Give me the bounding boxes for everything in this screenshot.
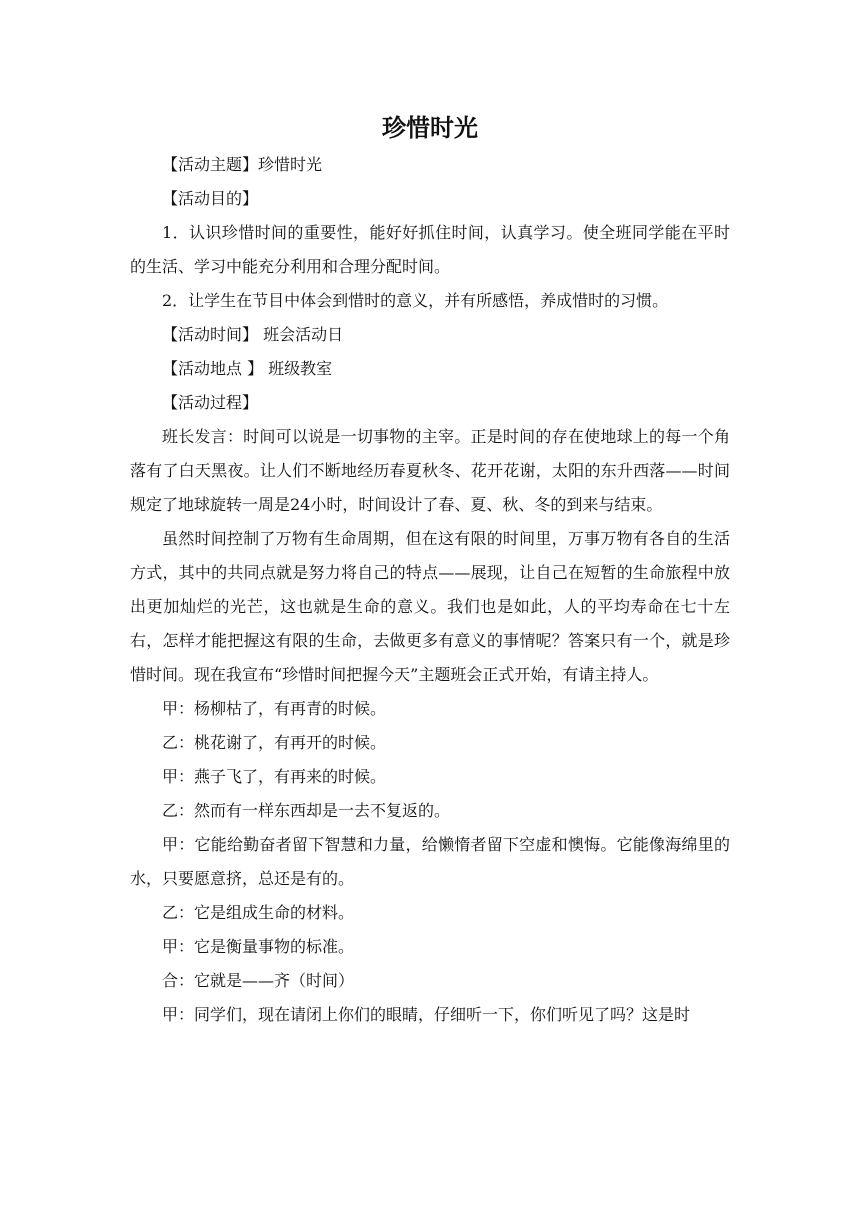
paragraph-location: 【活动地点 】 班级教室	[162, 359, 333, 378]
dialogue-line: 乙：它是组成生命的材料。	[162, 903, 355, 922]
dialogue-line: 合：它就是——齐（时间）	[162, 971, 355, 990]
document-title: 珍惜时光	[382, 114, 478, 142]
dialogue-line: 甲：它能给勤奋者留下智慧和力量，给懒惰者留下空虚和懊悔。它能像海绵里的水，只要愿意挤，总还是有的。	[130, 835, 730, 888]
dialogue-line: 甲：同学们，现在请闭上你们的眼睛，仔细听一下，你们听见了吗？这是时	[162, 1005, 691, 1024]
dialogue-line: 甲：它是衡量事物的标准。	[162, 937, 355, 956]
dialogue-line: 甲：燕子飞了，有再来的时候。	[162, 767, 387, 786]
paragraph-purpose-heading: 【活动目的】	[162, 189, 259, 208]
dialogue-line: 甲：杨柳枯了，有再青的时候。	[162, 699, 387, 718]
paragraph-process-heading: 【活动过程】	[162, 393, 259, 412]
paragraph-monitor-speech: 班长发言：时间可以说是一切事物的主宰。正是时间的存在使地球上的每一个角落有了白天黑夜。让人们不断地经历春夏秋冬、花开花谢，太阳的东升西落——时间规定了地球旋转一周是24小时，时间设计了春、夏、秋、冬的到来与结束。	[130, 427, 730, 514]
document-body	[130, 110, 730, 1032]
paragraph-theme: 【活动主题】珍惜时光	[162, 155, 323, 174]
paragraph-purpose-2: 2．让学生在节目中体会到惜时的意义，并有所感悟，养成惜时的习惯。	[162, 291, 669, 310]
dialogue-line: 乙：桃花谢了，有再开的时候。	[162, 733, 387, 752]
paragraph-purpose-1: 1．认识珍惜时间的重要性，能好好抓住时间，认真学习。使全班同学能在平时的生活、学习中能充分利用和合理分配时间。	[130, 223, 730, 276]
dialogue-line: 乙：然而有一样东西却是一去不复返的。	[162, 801, 451, 820]
paragraph-life-meaning: 虽然时间控制了万物有生命周期，但在这有限的时间里，万事万物有各自的生活方式，其中的共同点就是努力将自己的特点——展现，让自己在短暂的生命旅程中放出更加灿烂的光芒，这也就是生命的意义。我们也是如此，人的平均寿命在七十左右，怎样才能把握这有限的生命，去做更多有意义的事情呢？答案只有一个，就是珍惜时间。现在我宣布“珍惜时间把握今天”主题班会正式开始，有请主持人。	[130, 529, 730, 684]
paragraph-time: 【活动时间】 班会活动日	[162, 325, 344, 344]
